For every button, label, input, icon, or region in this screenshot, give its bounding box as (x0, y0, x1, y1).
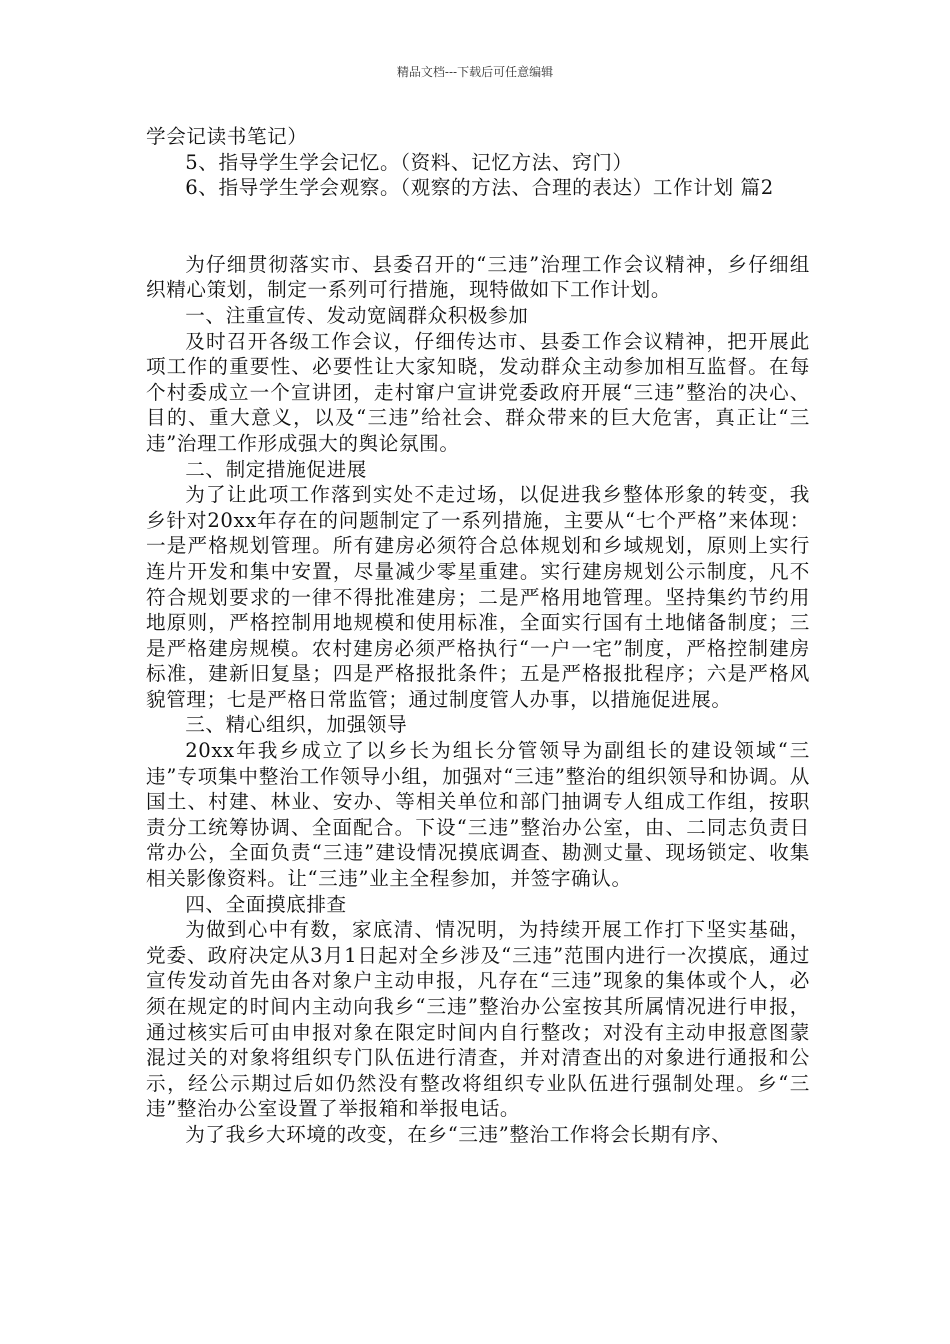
section-gap (146, 201, 810, 252)
section-paragraph-3: 20xx年我乡成立了以乡长为组长分管领导为副组长的建设领域“三违”专项集中整治工作领导小组，加强对“三违”整治的组织领导和协调。从国土、村建、林业、安办、等相关单位和部门抽调专人组成工作组，按职责分工统筹协调、全面配合。下设“三违”整治办公室，由、二同志负责日常办公，全面负责“三违”建设情况摸底调查、勘测丈量、现场锁定、收集相关影像资料。让“三违”业主全程参加，并签字确认。 (146, 739, 810, 891)
list-item-5: 5、指导学生学会记忆。（资料、记忆方法、窍门） (185, 150, 633, 174)
document-body (146, 124, 810, 1148)
section-heading-2: 二、制定措施促进展 (185, 457, 367, 481)
section-heading-4: 四、全面摸底排查 (185, 892, 347, 916)
paragraph-continuation: 学会记读书笔记） (146, 125, 308, 148)
page-header: 精品文档---下载后可任意编辑 (396, 65, 554, 79)
section-heading-3: 三、精心组织，加强领导 (185, 713, 408, 737)
list-item-6: 6、指导学生学会观察。（观察的方法、合理的表达）工作计划 篇2 (185, 176, 774, 200)
closing-paragraph: 为了我乡大环境的改变，在乡“三违”整治工作将会长期有序、 (185, 1122, 732, 1146)
intro-paragraph: 为仔细贯彻落实市、县委召开的“三违”治理工作会议精神，乡仔细组织精心策划，制定一系列可行措施，现特做如下工作计划。 (146, 252, 810, 302)
section-paragraph-1: 及时召开各级工作会议，仔细传达市、县委工作会议精神，把开展此项工作的重要性、必要性让大家知晓，发动群众主动参加相互监督。在每个村委成立一个宣讲团，走村窜户宣讲党委政府开展“三违”整治的决心、目的、重大意义，以及“三违”给社会、群众带来的巨大危害，真正让“三违”治理工作形成强大的舆论氛围。 (146, 329, 810, 455)
section-paragraph-2: 为了让此项工作落到实处不走过场，以促进我乡整体形象的转变，我乡针对20xx年存在的问题制定了一系列措施，主要从“七个严格”来体现：一是严格规划管理。所有建房必须符合总体规划和乡域规划，原则上实行连片开发和集中安置，尽量减少零星重建。实行建房规划公示制度，凡不符合规划要求的一律不得批准建房；二是严格用地管理。坚持集约节约用地原则，严格控制用地规模和使用标准，全面实行国有土地储备制度；三是严格建房规模。农村建房必须严格执行“一户一宅”制度，严格控制建房标准，建新旧复垦；四是严格报批条件；五是严格报批程序；六是严格风貌管理；七是严格日常监管；通过制度管人办事，以措施促进展。 (146, 483, 810, 711)
section-paragraph-4: 为做到心中有数，家底清、情况明，为持续开展工作打下坚实基础，党委、政府决定从3月1日起对全乡涉及“三违”范围内进行一次摸底，通过宣传发动首先由各对象户主动申报，凡存在“三违”现象的集体或个人，必须在规定的时间内主动向我乡“三违”整治办公室按其所属情况进行申报，通过核实后可由申报对象在限定时间内自行整改；对没有主动申报意图蒙混过关的对象将组织专门队伍进行清查，并对清查出的对象进行通报和公示，经公示期过后如仍然没有整改将组织专业队伍进行强制处理。乡“三违”整治办公室设置了举报箱和举报电话。 (146, 918, 810, 1121)
section-heading-1: 一、注重宣传、发动宽阔群众积极参加 (185, 303, 529, 327)
